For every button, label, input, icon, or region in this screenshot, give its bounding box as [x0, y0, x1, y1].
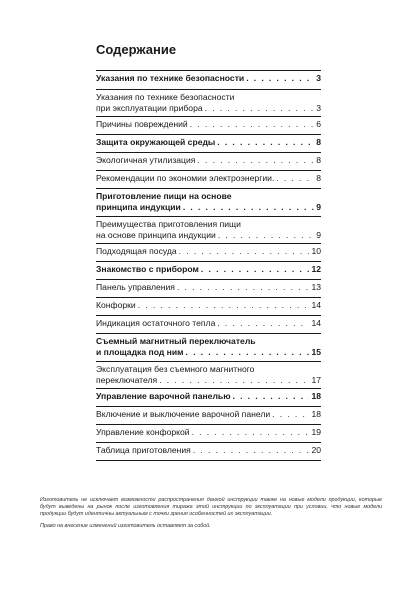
toc-entry-line [96, 427, 321, 438]
toc-page-number: 18 [311, 409, 321, 419]
toc-leader-dots [184, 347, 310, 358]
toc-leader-dots [175, 282, 309, 293]
toc-page-number: 9 [316, 201, 321, 212]
toc-entry-title: Защита окружающей среды [96, 137, 216, 147]
toc-entry-line [96, 347, 321, 358]
toc-page-number: 14 [311, 300, 321, 310]
toc-page-number: 18 [311, 391, 321, 401]
toc-page-number: 19 [311, 427, 321, 437]
toc-leader-dots [215, 137, 314, 148]
toc-entry-line [96, 246, 321, 257]
toc-entry[interactable] [96, 262, 321, 280]
toc-entry-title: Включение и выключение варочной панели [96, 409, 271, 419]
toc-leader-dots [216, 230, 314, 241]
toc-page-number: 8 [316, 155, 321, 165]
toc-page-number: 3 [316, 102, 321, 113]
page-title: Содержание [96, 42, 177, 57]
toc-leader-dots [215, 318, 309, 329]
toc-entry-line [96, 202, 321, 213]
toc-page-number: 8 [316, 137, 321, 147]
toc-entry-line [96, 230, 321, 241]
toc-entry-title: Приготовление пищи на основе [96, 191, 232, 201]
toc-page-number: 6 [316, 119, 321, 129]
toc-leader-dots [157, 375, 309, 386]
toc-entry[interactable] [96, 135, 321, 153]
toc-entry-title: принципа индукции [96, 201, 181, 212]
toc-leader-dots [191, 445, 310, 456]
toc-entry-line [96, 282, 321, 293]
toc-entry[interactable] [96, 443, 321, 461]
toc-entry-title: переключателя [96, 374, 158, 385]
toc-entry-line [96, 445, 321, 456]
toc-page-number: 14 [311, 318, 321, 328]
toc-leader-dots [274, 173, 314, 184]
toc-entry-title: Панель управления [96, 282, 175, 292]
toc-entry-line [96, 300, 321, 311]
toc-page-number: 3 [316, 73, 321, 83]
toc-page-number: 17 [311, 374, 321, 385]
footnote-paragraph: Изготовитель не исключает возможности распространения данной инструкции также на новые модели продукции, которые будут выведены на рынок после изготовления тиража этой инструкции по эксплуатации при условии, что новые модели продукции будут идентичны актуальным с точки зрения особенностей их эксплуатации. [40, 497, 382, 517]
toc-entry-title: Преимущества приготовления пищи [96, 219, 241, 229]
toc-entry-title: Причины повреждений [96, 119, 188, 129]
toc-entry-title: при эксплуатации прибора [96, 102, 203, 113]
toc-entry-line [96, 73, 321, 84]
toc-entry-title: Съемный магнитный переключатель [96, 336, 256, 346]
toc-entry[interactable] [96, 389, 321, 407]
toc-entry-line [96, 191, 321, 202]
toc-entry-title: Индикация остаточного тепла [96, 318, 216, 328]
toc-leader-dots [203, 103, 315, 114]
footnotes [40, 497, 382, 535]
toc-page-number: 13 [311, 282, 321, 292]
toc-entry-title: на основе принципа индукции [96, 229, 216, 240]
toc-entry[interactable] [96, 71, 321, 90]
toc-entry[interactable] [96, 298, 321, 316]
toc-entry-line [96, 375, 321, 386]
toc-entry[interactable] [96, 153, 321, 171]
toc-page-number: 9 [316, 229, 321, 240]
toc-entry[interactable] [96, 189, 321, 217]
toc-entry-line [96, 364, 321, 375]
toc-entry-line [96, 92, 321, 103]
toc-entry-line [96, 336, 321, 347]
toc-leader-dots [136, 300, 310, 311]
toc-entry-line [96, 391, 321, 402]
toc-page-number: 15 [311, 346, 321, 357]
toc-page-number: 12 [311, 264, 321, 274]
toc-entry-title: Управление варочной панелью [96, 391, 231, 401]
table-of-contents [96, 70, 321, 461]
toc-leader-dots [270, 409, 309, 420]
toc-entry-title: Подходящая посуда [96, 246, 177, 256]
toc-entry[interactable] [96, 90, 321, 117]
toc-entry-title: Экологичная утилизация [96, 155, 196, 165]
toc-entry-line [96, 219, 321, 230]
toc-entry[interactable] [96, 171, 321, 189]
toc-entry-title: Таблица приготовления [96, 445, 191, 455]
toc-entry-title: и площадка под ним [96, 346, 184, 357]
toc-entry-title: Указания по технике безопасности [96, 92, 235, 102]
toc-entry[interactable] [96, 362, 321, 389]
footnote-paragraph: Право на внесение изменений изготовитель оставляет за собой. [40, 523, 211, 529]
toc-entry-title: Управление конфоркой [96, 427, 190, 437]
toc-leader-dots [188, 119, 315, 130]
toc-page-number: 8 [316, 173, 321, 183]
toc-entry-title: Рекомендации по экономии электроэнергии. [96, 173, 275, 183]
toc-entry[interactable] [96, 425, 321, 443]
toc-entry-line [96, 103, 321, 114]
toc-entry[interactable] [96, 217, 321, 244]
toc-page-number: 10 [311, 246, 321, 256]
toc-entry-line [96, 155, 321, 166]
toc-page-number: 20 [311, 445, 321, 455]
toc-entry[interactable] [96, 280, 321, 298]
toc-entry-line [96, 119, 321, 130]
toc-leader-dots [199, 264, 310, 275]
toc-entry-line [96, 137, 321, 148]
toc-leader-dots [190, 427, 310, 438]
toc-entry-line [96, 318, 321, 329]
toc-leader-dots [177, 246, 310, 257]
toc-entry[interactable] [96, 117, 321, 135]
toc-entry-title: Знакомство с прибором [96, 264, 199, 274]
toc-entry-line [96, 173, 321, 184]
toc-entry[interactable] [96, 244, 321, 262]
toc-leader-dots [181, 202, 314, 213]
toc-entry-line [96, 264, 321, 275]
toc-entry-line [96, 409, 321, 420]
toc-leader-dots [195, 155, 314, 166]
toc-entry-title: Эксплуатация без съемного магнитного [96, 364, 255, 374]
toc-entry[interactable] [96, 316, 321, 334]
toc-leader-dots [244, 73, 314, 84]
toc-entry[interactable] [96, 407, 321, 425]
toc-entry-title: Указания по технике безопасности [96, 73, 245, 83]
toc-entry[interactable] [96, 334, 321, 362]
toc-leader-dots [231, 391, 310, 402]
toc-entry-title: Конфорки [96, 300, 136, 310]
